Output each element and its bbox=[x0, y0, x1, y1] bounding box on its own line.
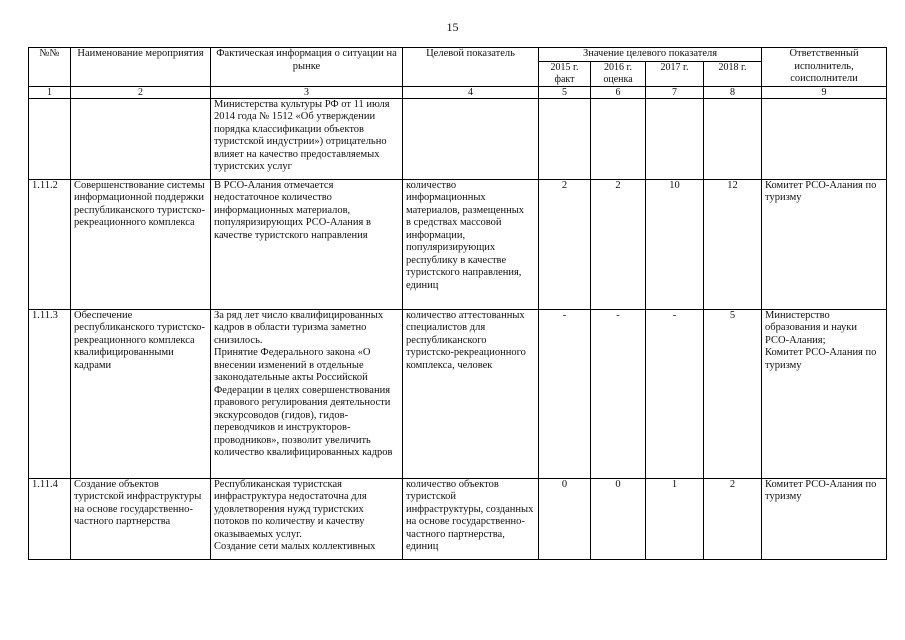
market-info: Министерства культуры РФ от 11 июля 2014 года № 1512 «Об утверждении порядка классификации объектов туристской индустрии») отрицательно влияет на качество предоставляемых туристских услуг bbox=[211, 98, 403, 179]
target-indicator: количество аттестованных специалистов для республиканского туристско-рекреационного комплекса, человек bbox=[403, 309, 539, 478]
responsible bbox=[762, 98, 887, 179]
table-row bbox=[29, 309, 887, 478]
value-2016: - bbox=[591, 309, 646, 478]
value-2018 bbox=[704, 98, 762, 179]
value-2017 bbox=[646, 98, 704, 179]
value-2017: 10 bbox=[646, 179, 704, 309]
column-number: 2 bbox=[71, 86, 211, 98]
measure-name: Обеспечение республиканского туристско-рекреационного комплекса квалифицированными кадрами bbox=[71, 309, 211, 478]
row-number: 1.11.2 bbox=[29, 179, 71, 309]
column-number: 8 bbox=[704, 86, 762, 98]
header-fact: Фактическая информация о ситуации на рынке bbox=[211, 48, 403, 87]
target-indicator bbox=[403, 98, 539, 179]
responsible: Комитет РСО-Алания по туризму bbox=[762, 478, 887, 559]
value-2015: - bbox=[539, 309, 591, 478]
value-2015: 2 bbox=[539, 179, 591, 309]
measure-name: Совершенствование системы информационной поддержки республиканского туристско-рекреационного комплекса bbox=[71, 179, 211, 309]
header-target: Целевой показатель bbox=[403, 48, 539, 87]
measure-name: Создание объектов туристской инфраструктуры на основе государственно-частного партнерства bbox=[71, 478, 211, 559]
market-info: За ряд лет число квалифицированных кадров в области туризма заметно снизилось. Принятие Федерального закона «О внесении изменений в отдельные законодательные акты Российской Федерации в целях совершенствования правового регулирования деятельности экскурсоводов (гидов), гидов-переводчиков и инструкторов-проводников», позволит увеличить количество квалифицированных кадров bbox=[211, 309, 403, 478]
target-indicator: количество информационных материалов, размещенных в средствах массовой информации, популяризирующих республику в качестве туристского направления, единиц bbox=[403, 179, 539, 309]
table-row bbox=[29, 98, 887, 179]
column-numbers-row bbox=[29, 86, 887, 98]
market-info: В РСО-Алания отмечается недостаточное количество информационных материалов, популяризирующих РСО-Алания в качестве туристского направления bbox=[211, 179, 403, 309]
value-2017: - bbox=[646, 309, 704, 478]
column-number: 1 bbox=[29, 86, 71, 98]
header-2016: 2016 г. оценка bbox=[591, 61, 646, 86]
column-number: 9 bbox=[762, 86, 887, 98]
value-2016: 2 bbox=[591, 179, 646, 309]
row-number bbox=[29, 98, 71, 179]
responsible: Комитет РСО-Алания по туризму bbox=[762, 179, 887, 309]
row-number: 1.11.3 bbox=[29, 309, 71, 478]
value-2018: 12 bbox=[704, 179, 762, 309]
column-number: 5 bbox=[539, 86, 591, 98]
column-number: 7 bbox=[646, 86, 704, 98]
market-info: Республиканская туристская инфраструктура недостаточна для удовлетворения нужд туристских потоков по количеству и качеству оказываемых услуг. Создание сети малых коллективных bbox=[211, 478, 403, 559]
header-2015: 2015 г. факт bbox=[539, 61, 591, 86]
header-2018: 2018 г. bbox=[704, 61, 762, 86]
value-2015 bbox=[539, 98, 591, 179]
responsible: Министерство образования и науки РСО-Алания; Комитет РСО-Алания по туризму bbox=[762, 309, 887, 478]
header-2017: 2017 г. bbox=[646, 61, 704, 86]
measure-name bbox=[71, 98, 211, 179]
column-number: 3 bbox=[211, 86, 403, 98]
row-number: 1.11.4 bbox=[29, 478, 71, 559]
page-number: 15 bbox=[446, 20, 459, 34]
value-2016 bbox=[591, 98, 646, 179]
header-responsible: Ответственный исполнитель, соисполнители bbox=[762, 48, 887, 87]
measures-table bbox=[28, 47, 887, 560]
value-2018: 2 bbox=[704, 478, 762, 559]
table-row bbox=[29, 179, 887, 309]
column-number: 4 bbox=[403, 86, 539, 98]
header-num: №№ bbox=[29, 48, 71, 87]
value-2017: 1 bbox=[646, 478, 704, 559]
target-indicator: количество объектов туристской инфраструктуры, созданных на основе государственно-частного партнерства, единиц bbox=[403, 478, 539, 559]
table-row bbox=[29, 478, 887, 559]
value-2016: 0 bbox=[591, 478, 646, 559]
header-value-group: Значение целевого показателя bbox=[539, 48, 762, 62]
column-number: 6 bbox=[591, 86, 646, 98]
value-2015: 0 bbox=[539, 478, 591, 559]
value-2018: 5 bbox=[704, 309, 762, 478]
header-name: Наименование мероприятия bbox=[71, 48, 211, 87]
